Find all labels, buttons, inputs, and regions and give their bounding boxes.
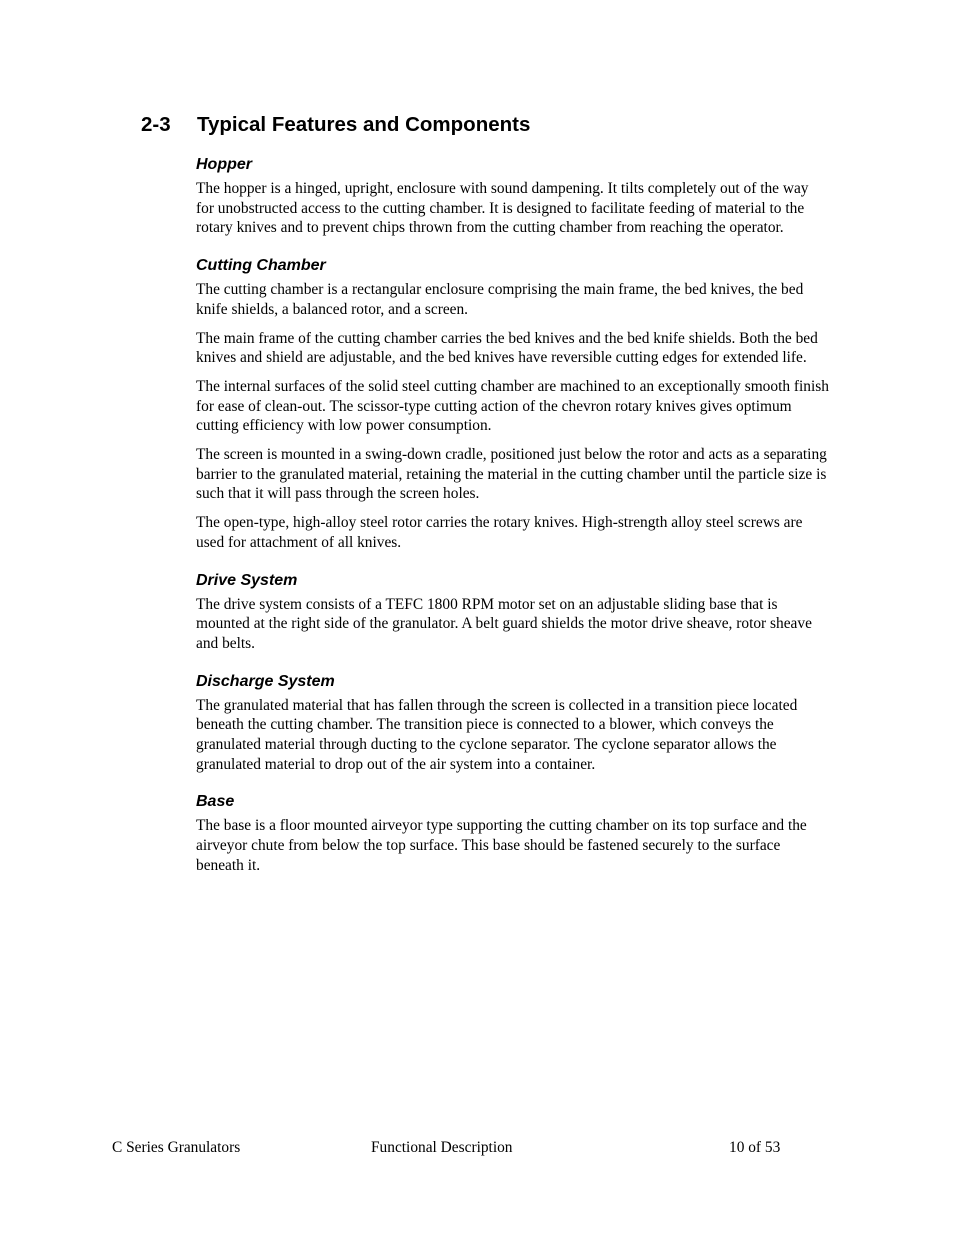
footer-document-title: C Series Granulators [112,1139,241,1156]
paragraph: The base is a floor mounted airveyor type supporting the cutting chamber on its top surface and the airveyor chute from below the top surface. This base should be fastened securely to the surface beneath it. [196,817,807,874]
subsection-cutting-chamber [196,256,830,552]
document-body [196,155,830,894]
paragraph: The open-type, high-alloy steel rotor carries the rotary knives. High-strength alloy steel screws are used for attachment of all knives. [196,514,803,551]
paragraph: The drive system consists of a TEFC 1800 RPM motor set on an adjustable sliding base that is mounted at the right side of the granulator. A belt guard shields the motor drive sheave, rotor sheave and belts. [196,595,812,652]
subsection-heading: Hopper [196,156,252,173]
paragraph: The main frame of the cutting chamber carries the bed knives and the bed knife shields. Both the bed knives and shield are adjustable, and the bed knives have reversible cutting edges for extended life. [196,329,818,367]
footer-chapter-title: Functional Description [371,1139,513,1156]
subsection-heading: Base [196,793,235,811]
footer-page-number: 10 of 53 [729,1139,781,1156]
paragraph: The granulated material that has fallen through the screen is collected in a transition piece located beneath the cutting chamber. The transition piece is connected to a blower, which conveys the granulated material through ducting to the cyclone separator. The cyclone separator allows the granulated material to drop out of the air system into a container. [196,696,798,773]
subsection-drive-system [196,571,830,654]
subsection-heading: Drive System [196,571,298,589]
subsection-discharge-system [196,672,830,775]
paragraph: The screen is mounted in a swing-down cradle, positioned just below the rotor and acts as a separating barrier to the granulated material, retaining the material in the cutting chamber until the particle size is such that it will pass through the screen holes. [196,446,827,503]
paragraph: The cutting chamber is a rectangular enclosure comprising the main frame, the bed knives, the bed knife shields, a balanced rotor, and a screen. [196,281,804,318]
section-title: Typical Features and Components [197,113,531,136]
subsection-hopper [196,155,830,238]
subsection-heading: Discharge System [196,672,335,690]
paragraph: The internal surfaces of the solid steel cutting chamber are machined to an exceptionally smooth finish for ease of clean-out. The scissor-type cutting action of the chevron rotary knives gives optimum cutting efficiency with low power consumption. [196,377,829,435]
subsection-base [196,792,830,875]
section-number: 2-3 [141,113,171,136]
paragraph: The hopper is a hinged, upright, enclosure with sound dampening. It tilts completely out of the way for unobstructed access to the cutting chamber. It is designed to facilitate feeding of material to the rotary knives and to prevent chips thrown from the cutting chamber from reaching the operator. [196,180,809,237]
section-heading [141,112,530,138]
subsection-heading: Cutting Chamber [196,257,326,275]
